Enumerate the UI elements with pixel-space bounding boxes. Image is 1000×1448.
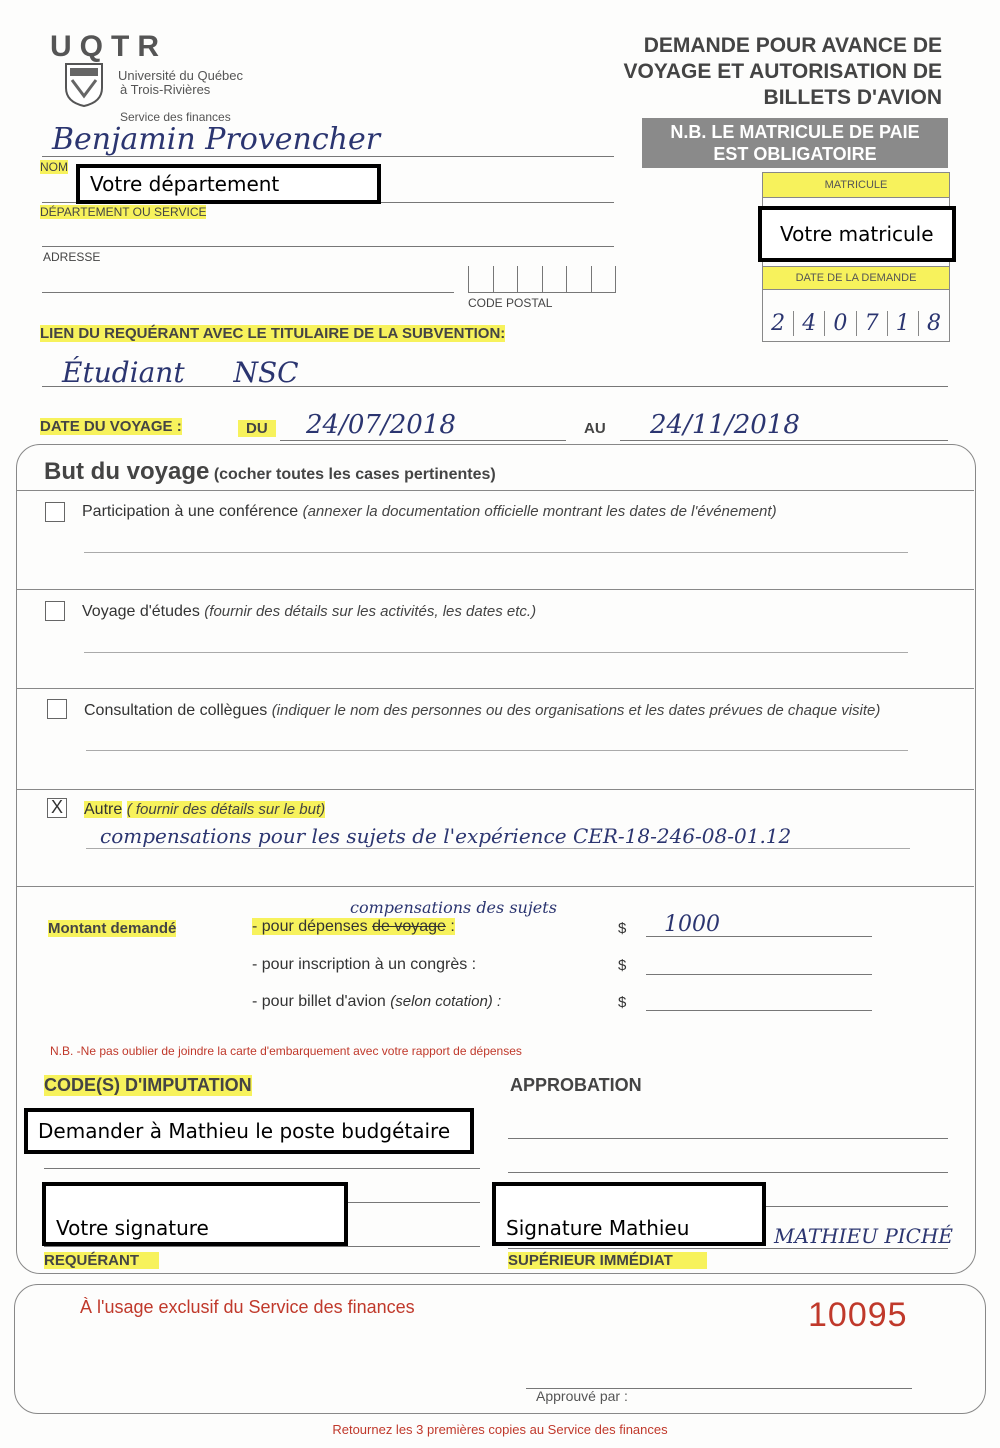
matricule-notice <box>642 118 948 168</box>
montant-voyage-currency: $ <box>618 920 627 937</box>
conference-line[interactable] <box>84 552 908 553</box>
montant-avion-note: (selon cotation) : <box>390 993 502 1010</box>
shield-icon <box>64 62 104 113</box>
consultation-note: (indiquer le nom des personnes ou des organisations et les dates prévues de chaque visite) <box>271 702 881 719</box>
service-label: Service des finances <box>120 110 231 124</box>
form-title-line1: DEMANDE POUR AVANCE DE <box>643 34 942 57</box>
purpose-heading-title: But du voyage <box>44 458 210 485</box>
notice-line2: EST OBLIGATOIRE <box>713 144 877 164</box>
matricule-callout: Votre matricule <box>758 206 956 262</box>
adresse-line-2[interactable] <box>42 292 454 293</box>
footer-note: Retournez les 3 premières copies au Service des finances <box>332 1422 668 1437</box>
approbation-line-1[interactable] <box>508 1138 948 1139</box>
divider <box>16 789 974 790</box>
date-digit: 8 <box>926 311 941 336</box>
nom-label: NOM <box>40 160 68 174</box>
autre-note: ( fournir des détails sur le but) <box>126 801 326 818</box>
university-line1: Université du Québec <box>118 68 244 83</box>
approbation-label: APPROBATION <box>510 1075 642 1095</box>
divider <box>16 589 974 590</box>
consultation-checkbox[interactable] <box>47 699 67 719</box>
etudes-line[interactable] <box>84 652 908 653</box>
nom-line <box>42 156 614 157</box>
requerant-line[interactable] <box>44 1246 480 1247</box>
date-voyage-label: DATE DU VOYAGE : <box>40 418 182 435</box>
du-line[interactable] <box>280 440 566 441</box>
date-digit: 7 <box>857 311 888 336</box>
code-postal-field[interactable] <box>468 266 616 293</box>
etudes-label: Voyage d'études <box>82 603 200 620</box>
approbation-line-2[interactable] <box>508 1172 948 1173</box>
montant-voyage-label <box>252 918 455 936</box>
superieur-line[interactable] <box>508 1248 948 1249</box>
autre-option <box>84 801 325 819</box>
approuve-label: Approuvé par : <box>536 1388 628 1404</box>
au-value: 24/11/2018 <box>650 410 800 440</box>
nom-value: Benjamin Provencher <box>52 122 381 157</box>
conference-label: Participation à une conférence <box>82 503 299 520</box>
signature-callout: Votre signature <box>42 1182 348 1246</box>
requerant-label: REQUÉRANT <box>44 1252 159 1269</box>
imputation-label: CODE(S) D'IMPUTATION <box>44 1075 252 1095</box>
purpose-heading-note: (cocher toutes les cases pertinentes) <box>213 466 496 483</box>
university-line2: à Trois-Rivières <box>120 82 211 97</box>
autre-line[interactable] <box>86 848 910 849</box>
consultation-option <box>84 702 880 720</box>
uqtr-logo: UQTR <box>50 30 167 63</box>
date-demande-field[interactable] <box>762 289 950 342</box>
date-demande-label: DATE DE LA DEMANDE <box>762 266 950 290</box>
date-digit: 1 <box>888 311 919 336</box>
divider <box>16 490 974 491</box>
superieur-signature: MATHIEU PICHÉ <box>774 1224 954 1248</box>
lien-label: LIEN DU REQUÉRANT AVEC LE TITULAIRE DE LA SUBVENTION: <box>40 325 506 342</box>
finance-number: 10095 <box>808 1296 908 1334</box>
adresse-label: ADRESSE <box>43 250 101 264</box>
montant-voyage-text: - pour dépenses de voyage : <box>252 918 455 935</box>
autre-details: compensations pour les sujets de l'expérience CER-18-246-08-01.12 <box>100 824 792 848</box>
conference-option <box>82 503 777 521</box>
consultation-label: Consultation de collègues <box>84 702 268 719</box>
divider <box>16 688 974 689</box>
montant-voyage-line[interactable] <box>646 936 872 937</box>
autre-checkbox[interactable]: X <box>47 798 67 818</box>
conference-checkbox[interactable] <box>45 502 65 522</box>
date-digit: 2 <box>763 311 794 336</box>
montant-congres-label: - pour inscription à un congrès : <box>252 956 477 973</box>
code-postal-label: CODE POSTAL <box>468 296 553 310</box>
form-title-line2: VOYAGE ET AUTORISATION DE <box>623 60 942 83</box>
divider <box>16 886 974 887</box>
autre-label: Autre <box>84 801 123 818</box>
lien-line[interactable] <box>42 386 948 387</box>
etudes-option <box>82 603 536 621</box>
nb-note: N.B. -Ne pas oublier de joindre la carte d'embarquement avec votre rapport de dépenses <box>50 1044 522 1058</box>
date-digit: 4 <box>794 311 825 336</box>
notice-line1: N.B. LE MATRICULE DE PAIE <box>670 122 920 142</box>
finance-label: À l'usage exclusif du Service des finances <box>80 1297 415 1317</box>
departement-label: DÉPARTEMENT OU SERVICE <box>40 205 207 219</box>
montant-congres-currency: $ <box>618 957 627 974</box>
signature-mathieu-callout: Signature Mathieu <box>492 1182 766 1246</box>
lien-value: Étudiant NSC <box>62 356 299 389</box>
au-label: AU <box>584 420 606 437</box>
montant-annotation: compensations des sujets <box>350 898 557 917</box>
montant-avion-text: - pour billet d'avion <box>252 993 386 1010</box>
montant-voyage-value: 1000 <box>664 912 720 937</box>
du-value: 24/07/2018 <box>306 410 456 440</box>
etudes-note: (fournir des détails sur les activités, les dates etc.) <box>204 603 537 620</box>
adresse-line-1[interactable] <box>42 246 614 247</box>
etudes-checkbox[interactable] <box>45 601 65 621</box>
consultation-line[interactable] <box>86 750 908 751</box>
departement-callout: Votre département <box>76 164 381 204</box>
du-label: DU <box>238 420 276 437</box>
montant-avion-label <box>252 993 501 1011</box>
au-line[interactable] <box>620 440 948 441</box>
form-title-line3: BILLETS D'AVION <box>763 86 942 109</box>
superieur-label: SUPÉRIEUR IMMÉDIAT <box>508 1252 707 1269</box>
matricule-label-box: MATRICULE <box>762 172 950 198</box>
montant-avion-line[interactable] <box>646 1010 872 1011</box>
purpose-heading <box>44 458 496 486</box>
montant-avion-currency: $ <box>618 994 627 1011</box>
date-digit: 0 <box>825 311 856 336</box>
conference-note: (annexer la documentation officielle montrant les dates de l'événement) <box>302 503 777 520</box>
imputation-line-1[interactable] <box>44 1168 480 1169</box>
montant-congres-line[interactable] <box>646 974 872 975</box>
montant-label: Montant demandé <box>48 920 177 937</box>
poste-budgetaire-callout: Demander à Mathieu le poste budgétaire <box>24 1108 474 1154</box>
